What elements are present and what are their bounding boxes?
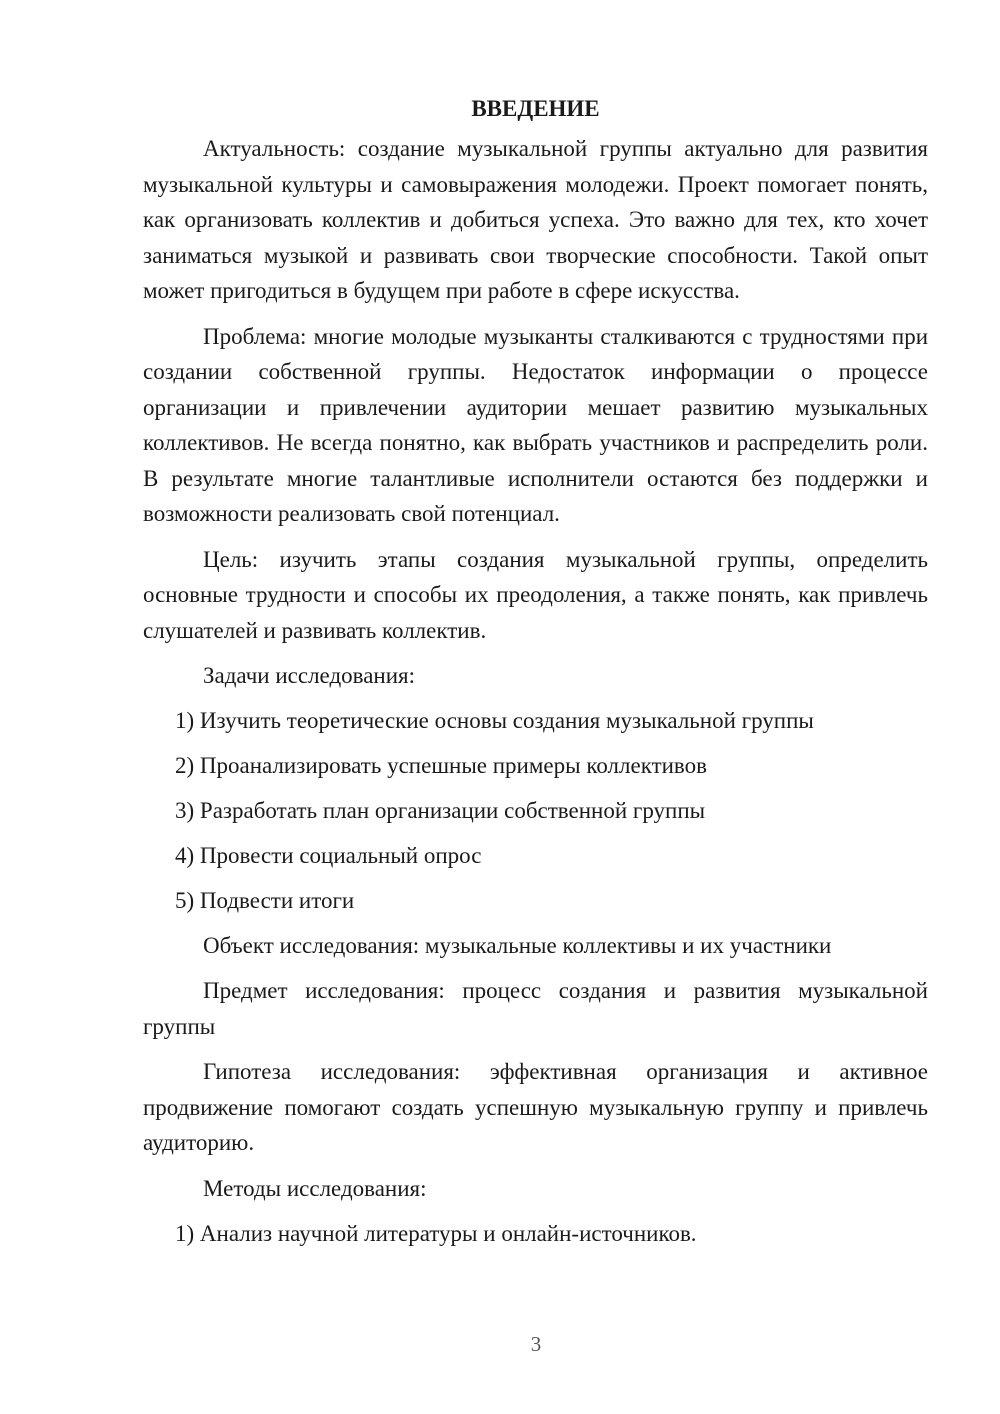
document-page (143, 92, 928, 1261)
task-item: 3) Разработать план организации собственной группы (175, 798, 706, 823)
methods-heading: Методы исследования: (203, 1175, 427, 1201)
page-title: ВВЕДЕНИЕ (471, 96, 600, 121)
task-item: 1) Изучить теоретические основы создания музыкальной группы (175, 708, 814, 733)
task-item: 2) Проанализировать успешные примеры коллективов (175, 753, 707, 778)
relevance-paragraph: Актуальность: создание музыкальной группы актуально для развития музыкальной культуры и самовыражения молодежи. Проект помогает понять, как организовать коллектив и добиться успеха. Это важно для тех, кто хочет заниматься музыкой и развивать свои творческие способности. Такой опыт может пригодиться в будущем при работе в сфере искусства. (143, 136, 928, 303)
goal-paragraph: Цель: изучить этапы создания музыкальной группы, определить основные трудности и способы их преодоления, а также понять, как привлечь слушателей и развивать коллектив. (143, 546, 928, 643)
object-line: Объект исследования: музыкальные коллективы и их участники (203, 933, 832, 958)
method-item: 1) Анализ научной литературы и онлайн-источников. (175, 1220, 697, 1246)
hypothesis-paragraph: Гипотеза исследования: эффективная организация и активное продвижение помогают создать успешную музыкальную группу и привлечь аудиторию. (143, 1059, 928, 1155)
problem-paragraph: Проблема: многие молодые музыканты сталкиваются с трудностями при создании собственной группы. Недостаток информации о процессе организации и привлечении аудитории мешает развитию музыкальных коллективов. Не всегда понятно, как выбрать участников и распределить роли. В результате многие талантливые исполнители остаются без поддержки и возможности реализовать свой потенциал. (143, 323, 928, 526)
tasks-heading: Задачи исследования: (203, 663, 416, 688)
subject-paragraph: Предмет исследования: процесс создания и развития музыкальной группы (143, 978, 928, 1039)
page-number: 3 (530, 1332, 542, 1356)
task-item: 5) Подвести итоги (175, 888, 355, 913)
task-item: 4) Провести социальный опрос (175, 843, 482, 868)
